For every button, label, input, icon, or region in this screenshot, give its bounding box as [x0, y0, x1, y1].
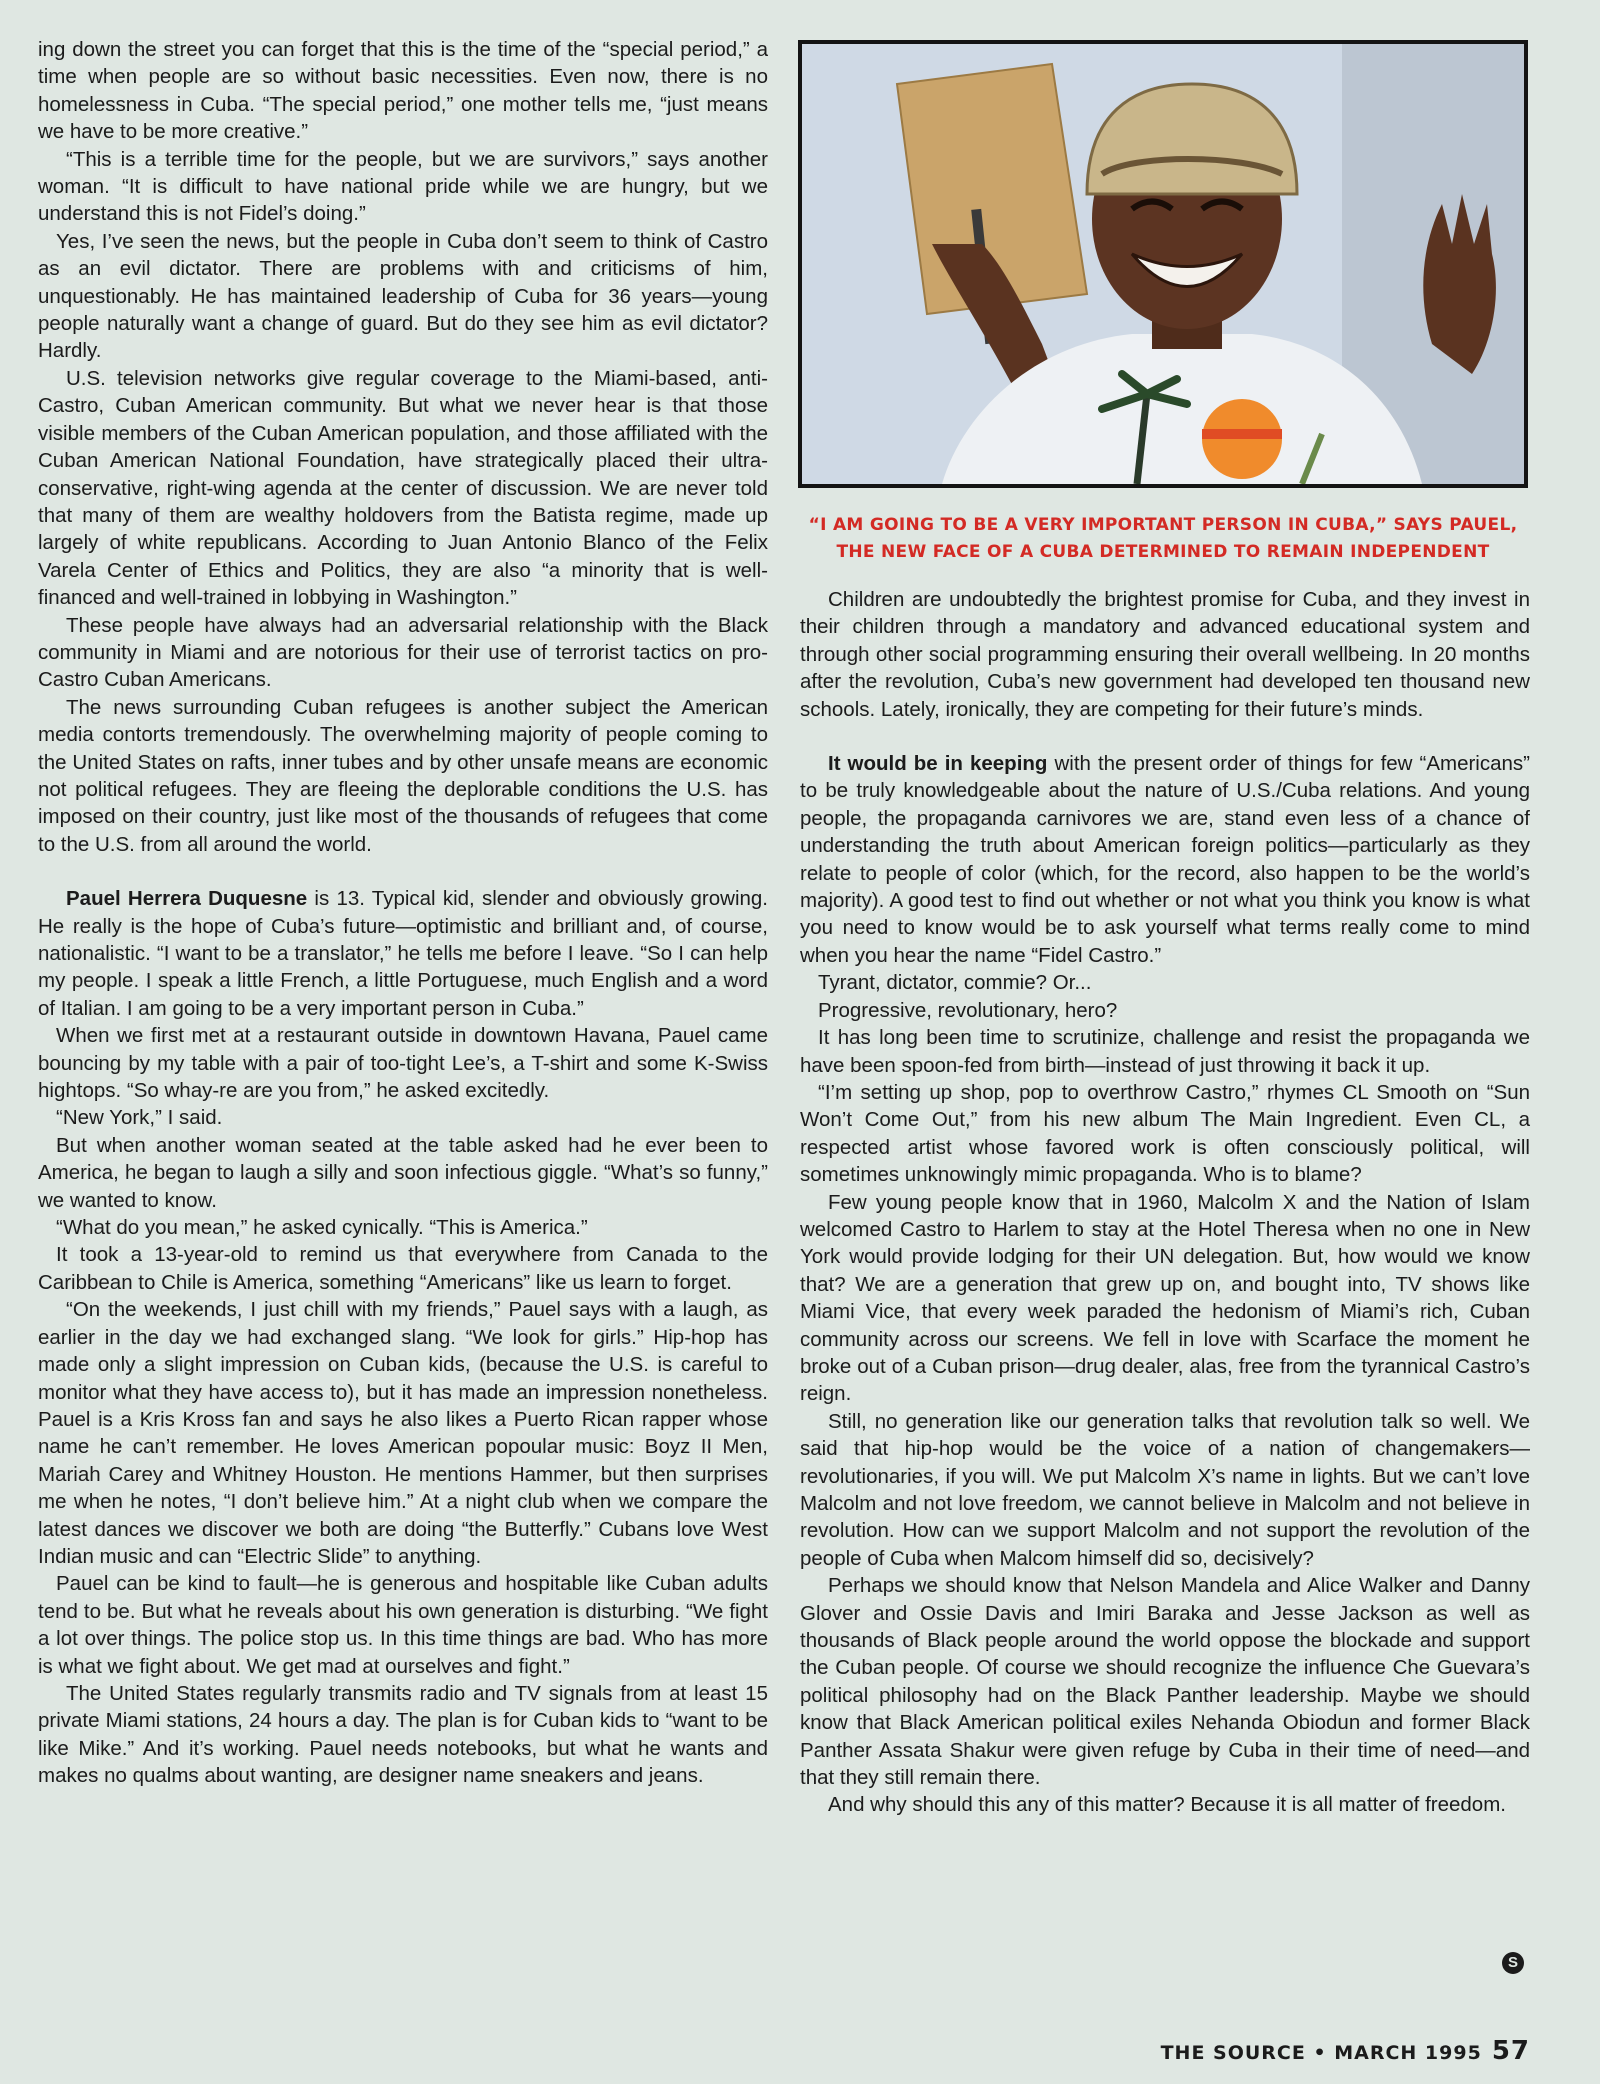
- paragraph: But when another woman seated at the table asked had he ever been to America, he began to laugh a silly and soon infectious giggle. “What’s so funny,” we wanted to know.: [38, 1133, 768, 1212]
- paragraph: Pauel Herrera Duquesne is 13. Typical kid, slender and obviously growing. He really is the hope of Cuba’s future—optimistic and brilliant and, of course, nationalistic. “I want to be a translator,” he tells me before I leave. “So I can help my people. I speak a little French, a little Portuguese, much English and a word of Italian. I am going to be a very important person in Cuba.”: [38, 887, 768, 1020]
- paragraph: Few young people know that in 1960, Malcolm X and the Nation of Islam welcomed Castro to Harlem to stay at the Hotel Theresa when no one in New York would provide lodging for their UN delegation. But, how would we know that? We are a generation that grew up on, and bought into, TV shows like Miami Vice, that every week paraded the hedonism of Miami’s rich, Cuban community across our screens. We fell in love with Scarface the moment he broke out of a Cuban prison—drug dealer, alas, free from the tyrannical Castro’s reign.: [800, 1190, 1530, 1406]
- paragraph: Pauel can be kind to fault—he is generous and hospitable like Cuban adults tend to be. But what he reveals about his own generation is disturbing. “We fight a lot over things. The police stop us. In this time things are bad. Who has more is what we fight about. We get mad at ourselves and fight.”: [38, 1572, 768, 1678]
- paragraph: It has long been time to scrutinize, challenge and resist the propaganda we have been spoon-fed from birth—instead of just throwing it back it up.: [800, 1026, 1530, 1077]
- left-column: [38, 36, 768, 1790]
- paragraph: The United States regularly transmits radio and TV signals from at least 15 private Miami stations, 24 hours a day. The plan is for Cuban kids to “want to be like Mike.” And it’s working. Pauel needs notebooks, but what he wants and makes no qualms about wanting, are designer name sneakers and jeans.: [38, 1681, 768, 1788]
- paragraph: When we first met at a restaurant outside in downtown Havana, Pauel came bouncing by my table with a pair of too-tight Lee’s, a T-shirt and some K-Swiss hightops. “So whay-re are you from,” he asked excitedly.: [38, 1024, 768, 1103]
- paragraph: Children are undoubtedly the brightest promise for Cuba, and they invest in their children through a mandatory and advanced educational system and through other social programming ensuring their overall wellbeing. In 20 months after the revolution, Cuba’s new government had developed ten thousand new schools. Lately, ironically, they are competing for their future’s minds.: [800, 588, 1530, 721]
- page-number: 57: [1491, 2036, 1530, 2066]
- paragraph: Perhaps we should know that Nelson Mandela and Alice Walker and Danny Glover and Ossie Davis and Imiri Baraka and Jesse Jackson as well as thousands of Black people around the world oppose the blockade and support the Cuban people. Of course we should recognize the influence Che Guevara’s political philosophy had on the Black Panther leadership. Maybe we should know that Black American political exiles Nehanda Obiodun and former Black Panther Assata Shakur were given refuge by Cuba in their time of need—and that they still remain there.: [800, 1574, 1530, 1790]
- photo-illustration: [802, 44, 1524, 484]
- paragraph: And why should this any of this matter? Because it is all matter of freedom.: [828, 1793, 1506, 1817]
- paragraph: “On the weekends, I just chill with my friends,” Pauel says with a laugh, as earlier in the day we had exchanged slang. “We look for girls.” Hip-hop has made only a slight impression on Cuban kids, (because the U.S. is careful to monitor what they have access to), but it has made an impression nonetheless. Pauel is a Kris Kross fan and says he also likes a Puerto Rican rapper whose name he can’t remember. He loves American popoular music: Boyz II Men, Mariah Carey and Whitney Houston. He mentions Hammer, but then surprises me when he notes, “I don’t believe him.” At a night club when we compare the latest dances we discover we both are doing “the Butterfly.” Cubans love West Indian music and can “Electric Slide” to anything.: [38, 1298, 768, 1568]
- paragraph: The news surrounding Cuban refugees is another subject the American media contorts tremendously. The overwhelming majority of people coming to the United States on rafts, inner tubes and by other unsafe means are economic not political refugees. They are fleeing the deplorable conditions the U.S. has imposed on their country, just like most of the thousands of refugees that come to the U.S. from all around the world.: [38, 695, 768, 856]
- paragraph: “I’m setting up shop, pop to overthrow Castro,” rhymes CL Smooth on “Sun Won’t Come Out,” from his new album The Main Ingredient. Even CL, a respected artist whose favored work is often consciously political, will sometimes unknowingly mimic propaganda. Who is to blame?: [800, 1080, 1530, 1187]
- paragraph: Progressive, revolutionary, hero?: [818, 998, 1118, 1022]
- lead-in: Pauel Herrera Duquesne: [66, 887, 308, 911]
- lead-in: It would be in keeping: [828, 752, 1048, 776]
- paragraph: “This is a terrible time for the people, but we are survivors,” says another woman. “It is difficult to have national pride while we are hungry, but we understand this is not Fidel’s doing.”: [38, 147, 768, 226]
- paragraph: It took a 13-year-old to remind us that everywhere from Canada to the Caribbean to Chile is America, something “Americans” like us learn to forget.: [38, 1243, 768, 1294]
- paragraph: It would be in keeping with the present order of things for few “Americans” to be truly knowledgeable about the nature of U.S./Cuba relations. And young people, the propaganda carnivores we are, stand even less of a chance of understanding the truth about American foreign politics—particularly as they relate to people of color (which, for the record, also happen to be the world’s majority). A good test to find out whether or not what you think you know is what you need to know would be to ask yourself what terms really come to mind when you hear the name “Fidel Castro.”: [800, 752, 1530, 967]
- paragraph: Still, no generation like our generation talks that revolution talk so well. We said that hip-hop would be the voice of a nation of changemakers—revolutionaries, if you will. We put Malcolm X’s name in lights. But we can’t love Malcolm and not love freedom, we cannot believe in Malcolm and not believe in revolution. How can we support Malcolm and not support the revolution of the people of Cuba when Malcom himself did so, decisively?: [800, 1409, 1530, 1570]
- paragraph: ing down the street you can forget that this is the time of the “special period,” a time when people are so without basic necessities. Even now, there is no homelessness in Cuba. “The special period,” one mother tells me, “just means we have to be more creative.”: [38, 38, 768, 144]
- publication-date: THE SOURCE • MARCH 1995: [1160, 2042, 1482, 2064]
- paragraph: “What do you mean,” he asked cynically. “This is America.”: [56, 1216, 588, 1240]
- paragraph: Yes, I’ve seen the news, but the people in Cuba don’t seem to think of Castro as an evil dictator. There are problems with and criticisms of him, unquestionably. He has maintained leadership of Cuba for 36 years—young people naturally want a change of guard. But do they see him as evil dictator? Hardly.: [38, 229, 768, 363]
- end-of-article-icon: S: [1502, 1952, 1524, 1974]
- right-column: [800, 586, 1530, 1819]
- caption-line: “I AM GOING TO BE A VERY IMPORTANT PERSON IN CUBA,” SAYS PAUEL,: [808, 515, 1518, 535]
- photo-caption: [798, 512, 1528, 566]
- paragraph: Tyrant, dictator, commie? Or...: [818, 971, 1092, 995]
- paragraph: These people have always had an adversarial relationship with the Black community in Miami and are notorious for their use of terrorist tactics on pro-Castro Cuban Americans.: [38, 613, 768, 692]
- caption-line: THE NEW FACE OF A CUBA DETERMINED TO REMAIN INDEPENDENT: [836, 542, 1490, 562]
- page-footer: [1161, 2036, 1530, 2066]
- paragraph: “New York,” I said.: [56, 1106, 223, 1130]
- photo-smiling-boy: [798, 40, 1528, 488]
- paragraph: U.S. television networks give regular coverage to the Miami-based, anti-Castro, Cuban American community. But what we never hear is that those visible members of the Cuban American population, and those affiliated with the Cuban American National Foundation, have strategically placed their ultra-conservative, right-wing agenda at the center of discussion. We are never told that many of them are wealthy holdovers from the Batista regime, made up largely of white republicans. According to Juan Antonio Blanco of the Felix Varela Center of Ethics and Politics, they are also “a minority that is well-financed and well-trained in lobbying in Washington.”: [38, 366, 768, 610]
